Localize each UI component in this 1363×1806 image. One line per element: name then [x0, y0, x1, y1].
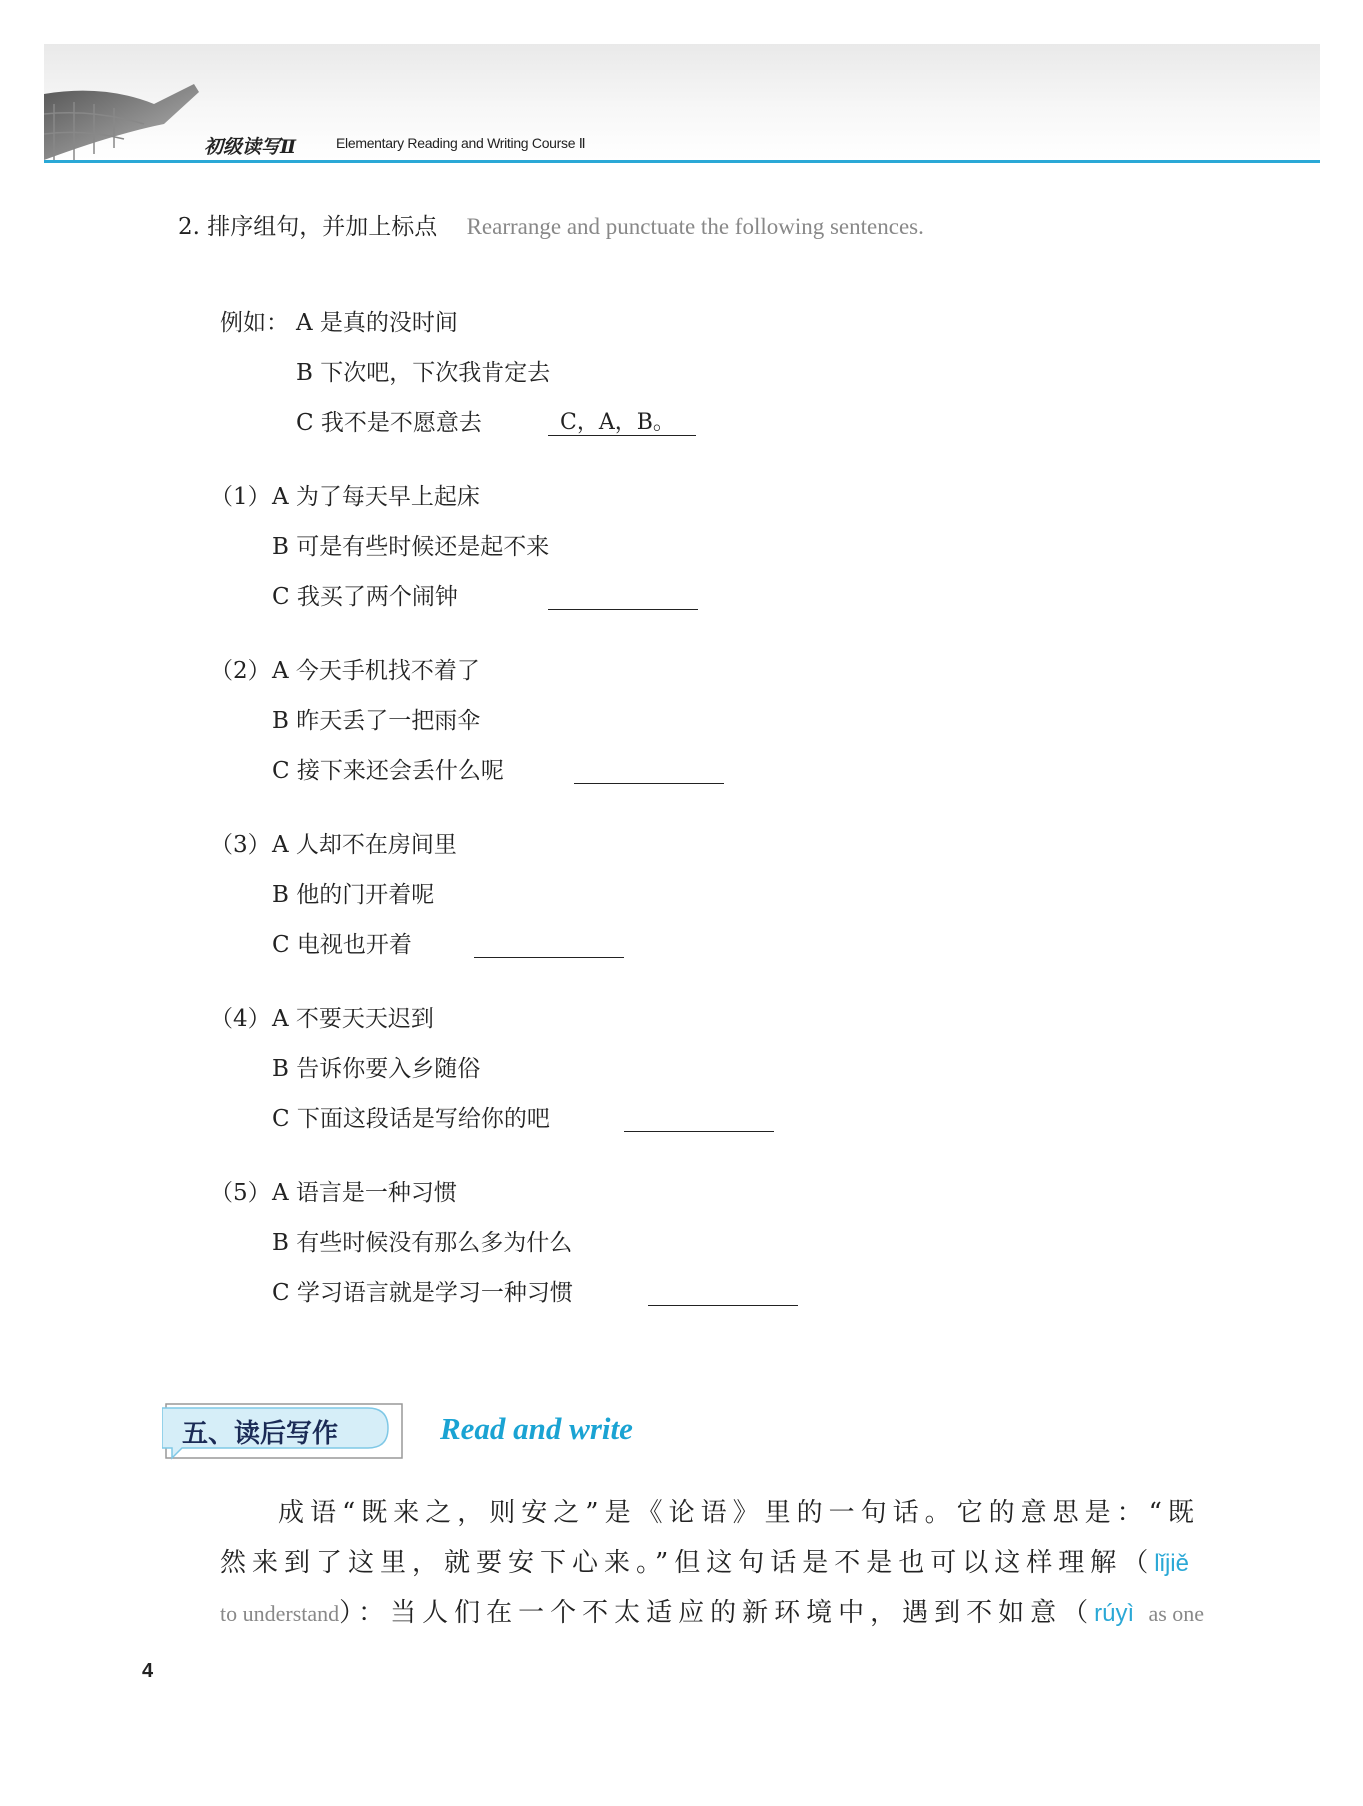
example-line-c: C 我不是不愿意去 — [296, 410, 482, 436]
item-2-answer-blank[interactable] — [574, 753, 724, 784]
section-title-en: Read and write — [440, 1411, 633, 1446]
item-4-line-c: C 下面这段话是写给你的吧 — [272, 1106, 550, 1132]
item-1-line-a: A 为了每天早上起床 — [272, 484, 480, 510]
item-3-line-b: B 他的门开着呢 — [272, 882, 435, 908]
paragraph-line-3 — [220, 1588, 1205, 1639]
item-4-answer-blank[interactable] — [624, 1101, 774, 1132]
item-5-line-a: A 语言是一种习惯 — [272, 1180, 457, 1206]
item-2-number: （2） — [210, 658, 271, 684]
item-2-line-c: C 接下来还会丢什么呢 — [272, 758, 504, 784]
item-5-line-c: C 学习语言就是学习一种习惯 — [272, 1280, 573, 1306]
item-1-line-c: C 我买了两个闹钟 — [272, 584, 458, 610]
paragraph-line-2 — [220, 1538, 1189, 1589]
item-3-answer-blank[interactable] — [474, 927, 624, 958]
item-2-line-b: B 昨天丢了一把雨伞 — [272, 708, 481, 734]
item-2-line-a: A 今天手机找不着了 — [272, 658, 480, 684]
item-5-line-b: B 有些时候没有那么多为什么 — [272, 1230, 573, 1256]
page-number: 4 — [142, 1660, 154, 1682]
gloss-as-one: as one — [1148, 1601, 1205, 1626]
question-title-cn: 排序组句，并加上标点 — [207, 214, 438, 240]
paragraph-text-3: ）：当人们在一个不太适应的新环境中，遇到不如意（ — [339, 1598, 1095, 1628]
item-4-line-b: B 告诉你要入乡随俗 — [272, 1056, 481, 1082]
paragraph-text-1: 成语“既来之，则安之”是《论语》里的一句话。它的意思是：“既 — [278, 1498, 1200, 1528]
example-line-b: B 下次吧，下次我肯定去 — [296, 360, 551, 386]
item-5-number: （5） — [210, 1180, 271, 1206]
roof-illustration — [44, 74, 204, 160]
item-4-number: （4） — [210, 1006, 271, 1032]
item-3-number: （3） — [210, 832, 271, 858]
pinyin-ruyi: rúyì — [1094, 1600, 1135, 1627]
gloss-to-understand: to understand — [220, 1601, 340, 1626]
header-title-cn: 初级读写Ⅱ — [204, 136, 297, 158]
item-4-line-a: A 不要天天迟到 — [272, 1006, 434, 1032]
section-title-cn: 五、读后写作 — [182, 1419, 339, 1449]
item-5-answer-blank[interactable] — [648, 1275, 798, 1306]
example-line-a: A 是真的没时间 — [296, 310, 458, 336]
item-1-answer-blank[interactable] — [548, 579, 698, 610]
page-header — [44, 44, 1320, 163]
example-answer: C，A，B。 — [560, 410, 675, 435]
question-title — [178, 208, 924, 241]
question-number: 2. — [178, 214, 200, 240]
item-1-line-b: B 可是有些时候还是起不来 — [272, 534, 550, 560]
item-3-line-c: C 电视也开着 — [272, 932, 412, 958]
example-label: 例如： — [220, 310, 289, 336]
item-3-line-a: A 人却不在房间里 — [272, 832, 457, 858]
question-title-en: Rearrange and punctuate the following sentences. — [466, 214, 924, 239]
paragraph-line-1 — [278, 1488, 1244, 1538]
item-1-number: （1） — [210, 484, 271, 510]
pinyin-lijie: lǐjiě — [1154, 1550, 1189, 1577]
paragraph-text-2: 然来到了这里，就要安下心来。”但这句话是不是也可以这样理解（ — [220, 1548, 1155, 1578]
header-title-en: Elementary Reading and Writing Course Ⅱ — [336, 135, 586, 151]
